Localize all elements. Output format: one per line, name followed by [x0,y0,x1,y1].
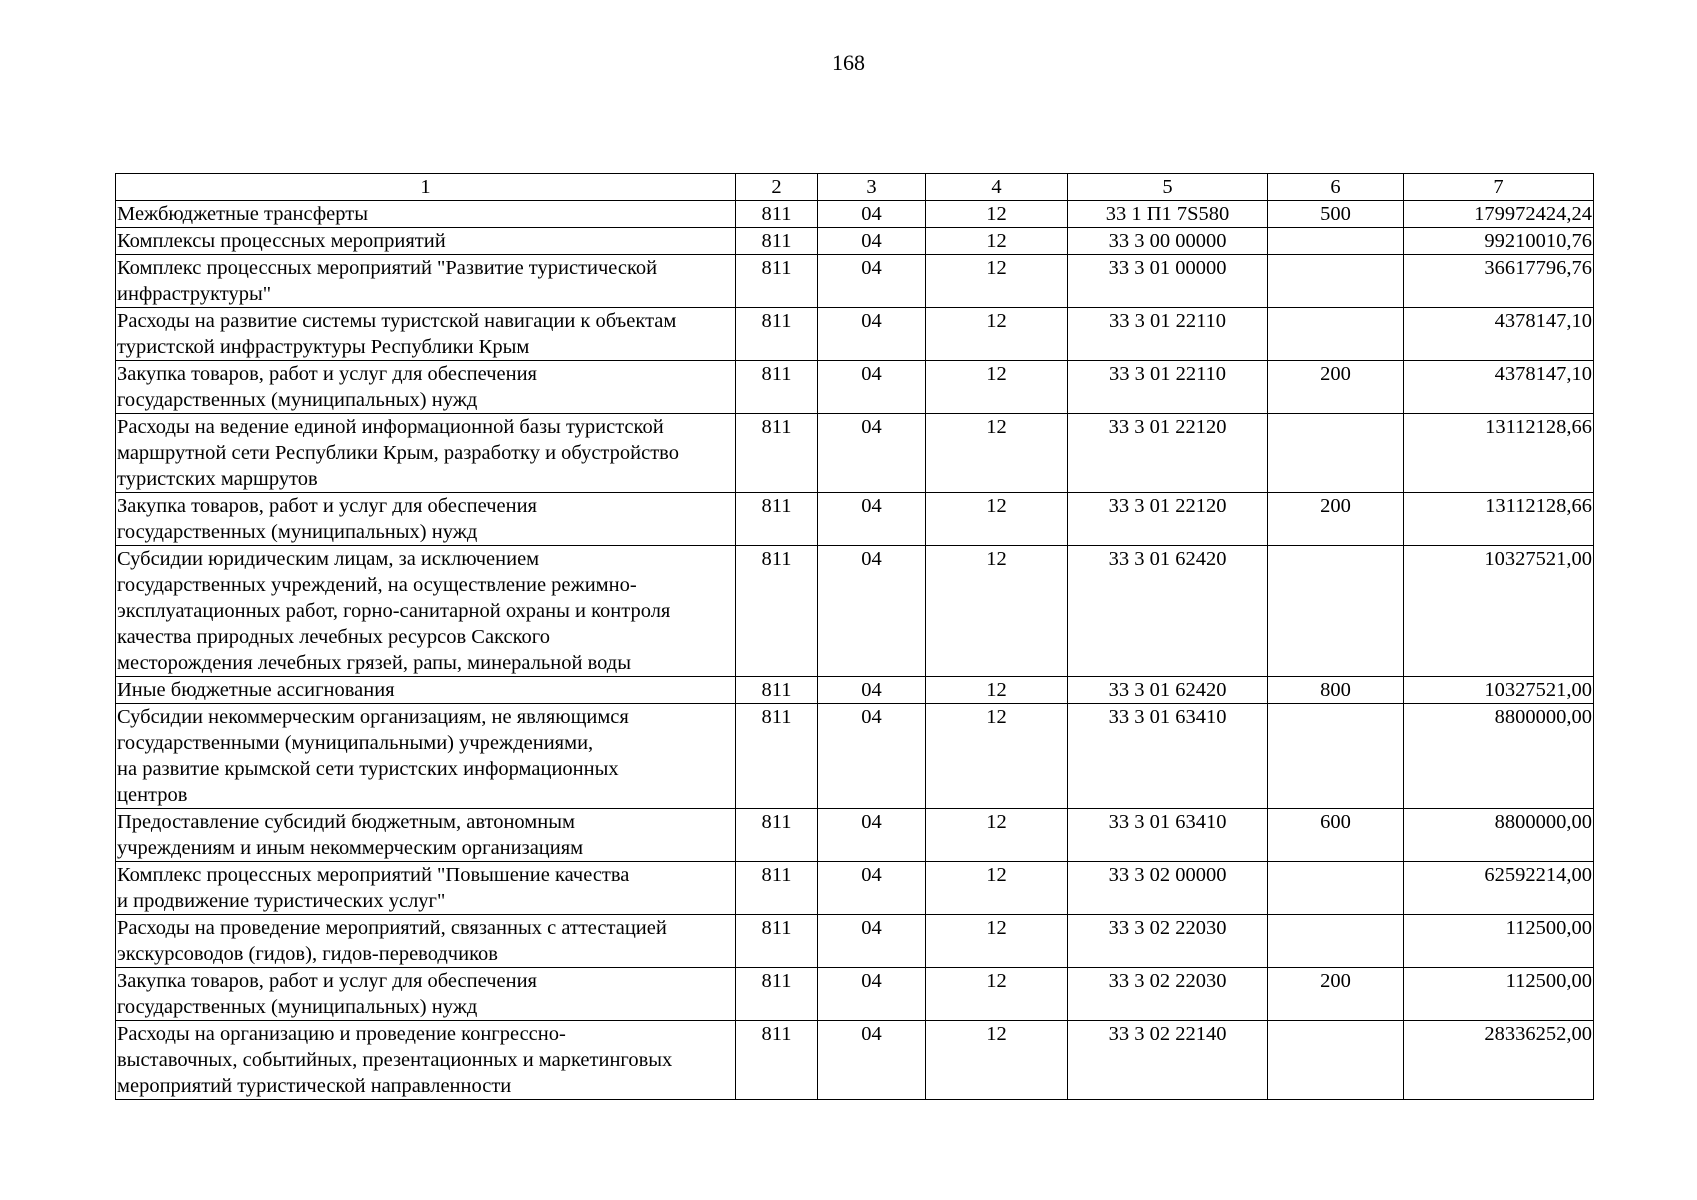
amount-cell: 62592214,00 [1404,862,1594,915]
target-article-cell: 33 3 01 22120 [1068,414,1268,493]
subsection-code-cell: 12 [926,809,1068,862]
ministry-code-cell: 811 [736,915,818,968]
subsection-code-cell: 12 [926,546,1068,677]
amount-cell: 179972424,24 [1404,201,1594,228]
expense-name-cell [116,704,736,809]
subsection-code-cell: 12 [926,704,1068,809]
target-article-cell: 33 3 00 00000 [1068,228,1268,255]
amount-cell: 10327521,00 [1404,677,1594,704]
expense-type-cell [1268,255,1404,308]
expense-name-line: Предоставление субсидий бюджетным, автономным [117,811,575,833]
page-number: 168 [832,50,865,75]
ministry-code-cell: 811 [736,414,818,493]
expense-name-cell [116,809,736,862]
amount-cell: 4378147,10 [1404,361,1594,414]
expense-name-line: государственных (муниципальных) нужд [117,521,478,543]
column-number-header: 3 [818,174,926,201]
amount-cell: 13112128,66 [1404,493,1594,546]
section-code-cell: 04 [818,546,926,677]
section-code-cell: 04 [818,414,926,493]
expense-type-cell: 200 [1268,968,1404,1021]
expense-type-cell: 500 [1268,201,1404,228]
expense-name-line: Комплекс процессных мероприятий "Развитие туристической [117,257,658,279]
expense-type-cell: 200 [1268,493,1404,546]
expense-name-line: эксплуатационных работ, горно-санитарной охраны и контроля [117,600,671,622]
expense-name-line: Закупка товаров, работ и услуг для обеспечения [117,363,537,385]
expense-type-cell [1268,915,1404,968]
expense-name-line: Расходы на развитие системы туристской навигации к объектам [117,310,677,332]
column-number-header: 1 [116,174,736,201]
column-number-header: 4 [926,174,1068,201]
section-code-cell: 04 [818,809,926,862]
column-number-row [116,174,1594,201]
target-article-cell: 33 3 01 22120 [1068,493,1268,546]
expense-name-line: Субсидии некоммерческим организациям, не являющимся [117,706,629,728]
expense-type-cell [1268,546,1404,677]
expense-name-line: туристской инфраструктуры Республики Крым [117,336,530,358]
subsection-code-cell: 12 [926,414,1068,493]
expense-name-line: Расходы на проведение мероприятий, связанных с аттестацией [117,917,667,939]
target-article-cell: 33 3 01 00000 [1068,255,1268,308]
expense-name-cell [116,968,736,1021]
table-row [116,677,1594,704]
target-article-cell: 33 3 02 22030 [1068,915,1268,968]
amount-cell: 13112128,66 [1404,414,1594,493]
ministry-code-cell: 811 [736,677,818,704]
section-code-cell: 04 [818,968,926,1021]
expense-name-line: экскурсоводов (гидов), гидов-переводчиков [117,943,498,965]
target-article-cell: 33 3 01 63410 [1068,704,1268,809]
expense-name-line: государственными (муниципальными) учреждениями, [117,732,594,754]
section-code-cell: 04 [818,1021,926,1100]
expense-name-line: государственных учреждений, на осуществление режимно- [117,574,637,596]
subsection-code-cell: 12 [926,255,1068,308]
section-code-cell: 04 [818,862,926,915]
expense-name-line: выставочных, событийных, презентационных и маркетинговых [117,1049,673,1071]
expense-type-cell [1268,414,1404,493]
subsection-code-cell: 12 [926,1021,1068,1100]
table-row [116,546,1594,677]
expense-name-cell [116,414,736,493]
ministry-code-cell: 811 [736,361,818,414]
amount-cell: 99210010,76 [1404,228,1594,255]
table-row [116,915,1594,968]
expense-name-line: качества природных лечебных ресурсов Сакского [117,626,550,648]
subsection-code-cell: 12 [926,308,1068,361]
table-row [116,809,1594,862]
expense-name-line: и продвижение туристических услуг" [117,890,446,912]
table-row [116,1021,1594,1100]
expense-name-line: Расходы на организацию и проведение конгрессно- [117,1023,566,1045]
ministry-code-cell: 811 [736,308,818,361]
target-article-cell: 33 3 01 62420 [1068,677,1268,704]
expense-name-cell [116,361,736,414]
expense-type-cell: 800 [1268,677,1404,704]
column-number-header: 2 [736,174,818,201]
table-row [116,493,1594,546]
ministry-code-cell: 811 [736,228,818,255]
expense-type-cell [1268,1021,1404,1100]
subsection-code-cell: 12 [926,968,1068,1021]
subsection-code-cell: 12 [926,493,1068,546]
amount-cell: 28336252,00 [1404,1021,1594,1100]
expense-name-line: Комплексы процессных мероприятий [117,230,446,252]
table-row [116,201,1594,228]
subsection-code-cell: 12 [926,862,1068,915]
column-number-header: 7 [1404,174,1594,201]
expense-name-cell [116,677,736,704]
section-code-cell: 04 [818,255,926,308]
expense-type-cell: 200 [1268,361,1404,414]
table-row [116,308,1594,361]
expense-name-cell [116,915,736,968]
expense-type-cell [1268,308,1404,361]
amount-cell: 36617796,76 [1404,255,1594,308]
expense-name-line: туристских маршрутов [117,468,318,490]
amount-cell: 112500,00 [1404,915,1594,968]
target-article-cell: 33 3 02 22140 [1068,1021,1268,1100]
target-article-cell: 33 1 П1 7S580 [1068,201,1268,228]
column-number-header: 6 [1268,174,1404,201]
target-article-cell: 33 3 01 63410 [1068,809,1268,862]
target-article-cell: 33 3 01 62420 [1068,546,1268,677]
section-code-cell: 04 [818,228,926,255]
expense-name-line: государственных (муниципальных) нужд [117,996,478,1018]
ministry-code-cell: 811 [736,546,818,677]
expense-type-cell [1268,862,1404,915]
section-code-cell: 04 [818,493,926,546]
target-article-cell: 33 3 02 00000 [1068,862,1268,915]
target-article-cell: 33 3 01 22110 [1068,361,1268,414]
expense-name-line: государственных (муниципальных) нужд [117,389,478,411]
ministry-code-cell: 811 [736,862,818,915]
section-code-cell: 04 [818,704,926,809]
expense-name-line: месторождения лечебных грязей, рапы, минеральной воды [117,652,631,674]
subsection-code-cell: 12 [926,361,1068,414]
expense-name-cell [116,546,736,677]
section-code-cell: 04 [818,308,926,361]
expense-name-line: Иные бюджетные ассигнования [117,679,395,701]
expense-name-line: центров [117,784,188,806]
expense-type-cell [1268,704,1404,809]
subsection-code-cell: 12 [926,201,1068,228]
ministry-code-cell: 811 [736,255,818,308]
subsection-code-cell: 12 [926,915,1068,968]
amount-cell: 112500,00 [1404,968,1594,1021]
expense-name-cell [116,1021,736,1100]
expense-name-line: Комплекс процессных мероприятий "Повышение качества [117,864,630,886]
budget-table [115,173,1594,1100]
amount-cell: 10327521,00 [1404,546,1594,677]
section-code-cell: 04 [818,361,926,414]
section-code-cell: 04 [818,201,926,228]
expense-name-cell [116,255,736,308]
expense-name-line: инфраструктуры" [117,283,272,305]
table-row [116,255,1594,308]
expense-name-line: Субсидии юридическим лицам, за исключением [117,548,540,570]
table-row [116,968,1594,1021]
ministry-code-cell: 811 [736,1021,818,1100]
column-number-header: 5 [1068,174,1268,201]
expense-name-line: учреждениям и иным некоммерческим организациям [117,837,584,859]
amount-cell: 8800000,00 [1404,704,1594,809]
amount-cell: 8800000,00 [1404,809,1594,862]
subsection-code-cell: 12 [926,677,1068,704]
expense-name-line: Расходы на ведение единой информационной базы туристской [117,416,664,438]
expense-name-line: маршрутной сети Республики Крым, разработку и обустройство [117,442,679,464]
ministry-code-cell: 811 [736,704,818,809]
expense-name-cell [116,493,736,546]
table-row [116,228,1594,255]
subsection-code-cell: 12 [926,228,1068,255]
expense-name-line: мероприятий туристической направленности [117,1075,512,1097]
expense-type-cell [1268,228,1404,255]
expense-name-cell [116,228,736,255]
table-row [116,414,1594,493]
amount-cell: 4378147,10 [1404,308,1594,361]
section-code-cell: 04 [818,677,926,704]
expense-name-cell [116,308,736,361]
table-row [116,361,1594,414]
section-code-cell: 04 [818,915,926,968]
expense-name-line: Межбюджетные трансферты [117,203,368,225]
expense-name-line: на развитие крымской сети туристских информационных [117,758,619,780]
target-article-cell: 33 3 01 22110 [1068,308,1268,361]
target-article-cell: 33 3 02 22030 [1068,968,1268,1021]
table-row [116,862,1594,915]
expense-name-cell [116,862,736,915]
ministry-code-cell: 811 [736,968,818,1021]
expense-name-cell [116,201,736,228]
expense-name-line: Закупка товаров, работ и услуг для обеспечения [117,495,537,517]
ministry-code-cell: 811 [736,493,818,546]
table-row [116,704,1594,809]
expense-name-line: Закупка товаров, работ и услуг для обеспечения [117,970,537,992]
ministry-code-cell: 811 [736,201,818,228]
expense-type-cell: 600 [1268,809,1404,862]
ministry-code-cell: 811 [736,809,818,862]
